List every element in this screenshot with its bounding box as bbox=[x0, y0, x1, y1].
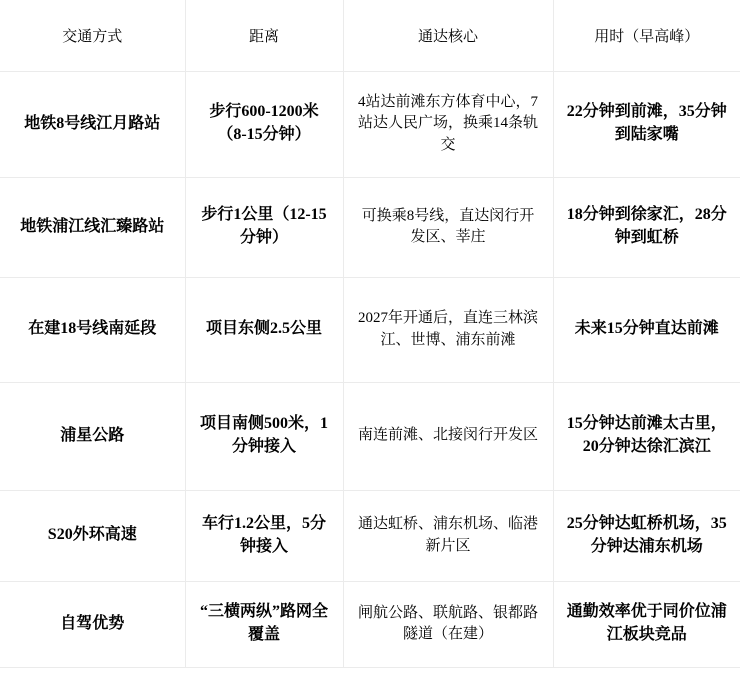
cell-travel-time: 未来15分钟直达前滩 bbox=[553, 277, 740, 382]
cell-travel-time: 15分钟达前滩太古里，20分钟达徐汇滨江 bbox=[553, 382, 740, 490]
cell-reach-core: 2027年开通后，直连三林滨江、世博、浦东前滩 bbox=[343, 277, 553, 382]
table-row-puxing-highway bbox=[0, 382, 740, 490]
table-row-line18-extension bbox=[0, 277, 740, 382]
cell-travel-time: 通勤效率优于同价位浦江板块竞品 bbox=[553, 581, 740, 667]
header-row bbox=[0, 0, 740, 71]
cell-travel-time: 18分钟到徐家汇，28分钟到虹桥 bbox=[553, 177, 740, 277]
cell-reach-core: 可换乘8号线，直达闵行开发区、莘庄 bbox=[343, 177, 553, 277]
cell-travel-time: 22分钟到前滩，35分钟到陆家嘴 bbox=[553, 71, 740, 177]
cell-distance: 项目东侧2.5公里 bbox=[185, 277, 343, 382]
cell-transport-mode: 在建18号线南延段 bbox=[0, 277, 185, 382]
header-distance: 距离 bbox=[185, 0, 343, 71]
cell-transport-mode: S20外环高速 bbox=[0, 490, 185, 581]
cell-distance: 步行600-1200米（8-15分钟） bbox=[185, 71, 343, 177]
header-reach-core: 通达核心 bbox=[343, 0, 553, 71]
table-row-self-driving bbox=[0, 581, 740, 667]
header-travel-time: 用时（早高峰） bbox=[553, 0, 740, 71]
table-body bbox=[0, 71, 740, 667]
cell-reach-core: 南连前滩、北接闵行开发区 bbox=[343, 382, 553, 490]
cell-travel-time: 25分钟达虹桥机场，35分钟达浦东机场 bbox=[553, 490, 740, 581]
table-row-metro-line8 bbox=[0, 71, 740, 177]
cell-reach-core: 4站达前滩东方体育中心，7站达人民广场，换乘14条轨交 bbox=[343, 71, 553, 177]
cell-reach-core: 通达虹桥、浦东机场、临港新片区 bbox=[343, 490, 553, 581]
cell-distance: 步行1公里（12-15分钟） bbox=[185, 177, 343, 277]
table-row-metro-pujiang-line bbox=[0, 177, 740, 277]
cell-distance: “三横两纵”路网全覆盖 bbox=[185, 581, 343, 667]
cell-transport-mode: 浦星公路 bbox=[0, 382, 185, 490]
cell-distance: 车行1.2公里，5分钟接入 bbox=[185, 490, 343, 581]
header-transport-mode: 交通方式 bbox=[0, 0, 185, 71]
cell-transport-mode: 自驾优势 bbox=[0, 581, 185, 667]
table-header bbox=[0, 0, 740, 71]
cell-transport-mode: 地铁浦江线汇臻路站 bbox=[0, 177, 185, 277]
cell-distance: 项目南侧500米，1分钟接入 bbox=[185, 382, 343, 490]
table-row-s20-expressway bbox=[0, 490, 740, 581]
cell-transport-mode: 地铁8号线江月路站 bbox=[0, 71, 185, 177]
cell-reach-core: 闸航公路、联航路、银都路隧道（在建） bbox=[343, 581, 553, 667]
